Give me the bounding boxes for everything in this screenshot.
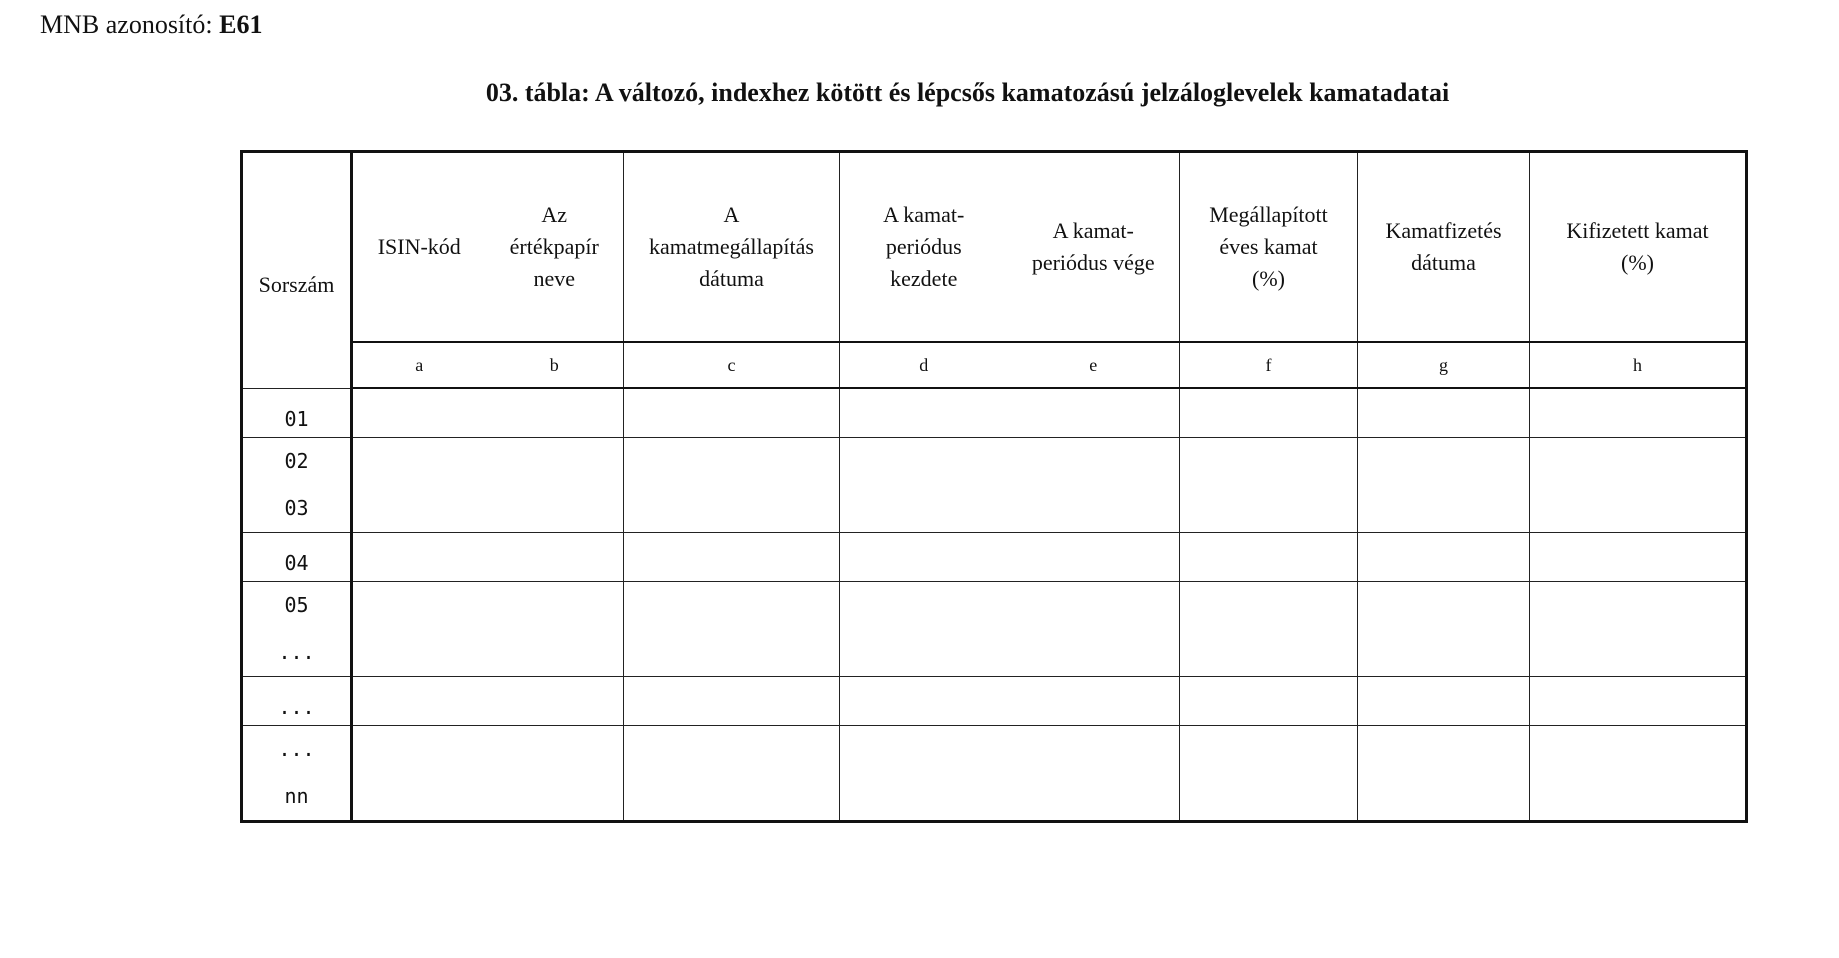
letter-h: h bbox=[1530, 342, 1747, 388]
header-row bbox=[242, 152, 1747, 343]
cell-isin[interactable] bbox=[352, 532, 486, 581]
cell-rate-setting-date[interactable] bbox=[624, 676, 840, 725]
cell-period-start[interactable] bbox=[840, 676, 1008, 725]
cell-rate-setting-date[interactable] bbox=[624, 532, 840, 581]
cell-period-start[interactable] bbox=[840, 532, 1008, 581]
table-row bbox=[242, 437, 1747, 532]
cell-security-name[interactable] bbox=[486, 581, 624, 676]
letter-d: d bbox=[840, 342, 1008, 388]
cell-isin[interactable] bbox=[352, 388, 486, 437]
letter-g: g bbox=[1358, 342, 1530, 388]
header-paid-interest: Kifizetett kamat (%) bbox=[1530, 152, 1747, 343]
header-period-end: A kamat- periódus vége bbox=[1008, 152, 1180, 343]
letter-c: c bbox=[624, 342, 840, 388]
mnb-code: E61 bbox=[219, 10, 263, 39]
column-letter-row bbox=[242, 342, 1747, 388]
cell-isin[interactable] bbox=[352, 581, 486, 676]
cell-annual-rate[interactable] bbox=[1180, 725, 1358, 821]
header-period-start: A kamat- periódus kezdete bbox=[840, 152, 1008, 343]
cell-annual-rate[interactable] bbox=[1180, 676, 1358, 725]
cell-payment-date[interactable] bbox=[1358, 676, 1530, 725]
cell-payment-date[interactable] bbox=[1358, 581, 1530, 676]
cell-rate-setting-date[interactable] bbox=[624, 388, 840, 437]
cell-security-name[interactable] bbox=[486, 437, 624, 532]
cell-annual-rate[interactable] bbox=[1180, 581, 1358, 676]
header-annual-rate: Megállapított éves kamat (%) bbox=[1180, 152, 1358, 343]
row-number: 01 bbox=[242, 388, 352, 437]
interest-data-table bbox=[240, 150, 1748, 823]
letter-f: f bbox=[1180, 342, 1358, 388]
cell-period-end[interactable] bbox=[1008, 437, 1180, 532]
letter-e: e bbox=[1008, 342, 1180, 388]
cell-period-end[interactable] bbox=[1008, 581, 1180, 676]
header-rate-setting-date: A kamatmegállapítás dátuma bbox=[624, 152, 840, 343]
cell-annual-rate[interactable] bbox=[1180, 388, 1358, 437]
table-title: 03. tábla: A változó, indexhez kötött és lépcsős kamatozású jelzáloglevelek kamatadatai bbox=[485, 78, 1450, 107]
cell-payment-date[interactable] bbox=[1358, 437, 1530, 532]
table-row bbox=[242, 676, 1747, 725]
cell-period-end[interactable] bbox=[1008, 676, 1180, 725]
letter-b: b bbox=[486, 342, 624, 388]
cell-annual-rate[interactable] bbox=[1180, 532, 1358, 581]
cell-rate-setting-date[interactable] bbox=[624, 725, 840, 821]
cell-period-end[interactable] bbox=[1008, 532, 1180, 581]
cell-rate-setting-date[interactable] bbox=[624, 437, 840, 532]
cell-isin[interactable] bbox=[352, 676, 486, 725]
cell-period-start[interactable] bbox=[840, 581, 1008, 676]
cell-security-name[interactable] bbox=[486, 676, 624, 725]
mnb-label: MNB azonosító: bbox=[40, 10, 213, 39]
header-security-name: Az értékpapír neve bbox=[486, 152, 624, 343]
cell-payment-date[interactable] bbox=[1358, 725, 1530, 821]
cell-paid-interest[interactable] bbox=[1530, 437, 1747, 532]
row-number: 04 bbox=[242, 532, 352, 581]
row-number: 02 03 bbox=[242, 437, 352, 532]
cell-paid-interest[interactable] bbox=[1530, 532, 1747, 581]
letter-a: a bbox=[352, 342, 486, 388]
row-number: ... bbox=[242, 676, 352, 725]
cell-isin[interactable] bbox=[352, 725, 486, 821]
cell-period-end[interactable] bbox=[1008, 725, 1180, 821]
cell-period-start[interactable] bbox=[840, 437, 1008, 532]
table-row bbox=[242, 388, 1747, 437]
table-row bbox=[242, 532, 1747, 581]
cell-paid-interest[interactable] bbox=[1530, 388, 1747, 437]
cell-payment-date[interactable] bbox=[1358, 388, 1530, 437]
table-row bbox=[242, 725, 1747, 821]
row-number: 05 ... bbox=[242, 581, 352, 676]
cell-period-start[interactable] bbox=[840, 725, 1008, 821]
cell-paid-interest[interactable] bbox=[1530, 581, 1747, 676]
row-number: ... nn bbox=[242, 725, 352, 821]
header-sorszam: Sorszám bbox=[242, 152, 352, 389]
cell-isin[interactable] bbox=[352, 437, 486, 532]
cell-paid-interest[interactable] bbox=[1530, 725, 1747, 821]
cell-annual-rate[interactable] bbox=[1180, 437, 1358, 532]
header-isin: ISIN-kód bbox=[352, 152, 486, 343]
cell-security-name[interactable] bbox=[486, 532, 624, 581]
cell-security-name[interactable] bbox=[486, 388, 624, 437]
cell-paid-interest[interactable] bbox=[1530, 676, 1747, 725]
cell-payment-date[interactable] bbox=[1358, 532, 1530, 581]
mnb-identifier bbox=[40, 10, 262, 40]
header-payment-date: Kamatfizetés dátuma bbox=[1358, 152, 1530, 343]
cell-security-name[interactable] bbox=[486, 725, 624, 821]
cell-period-end[interactable] bbox=[1008, 388, 1180, 437]
cell-rate-setting-date[interactable] bbox=[624, 581, 840, 676]
cell-period-start[interactable] bbox=[840, 388, 1008, 437]
table-row bbox=[242, 581, 1747, 676]
